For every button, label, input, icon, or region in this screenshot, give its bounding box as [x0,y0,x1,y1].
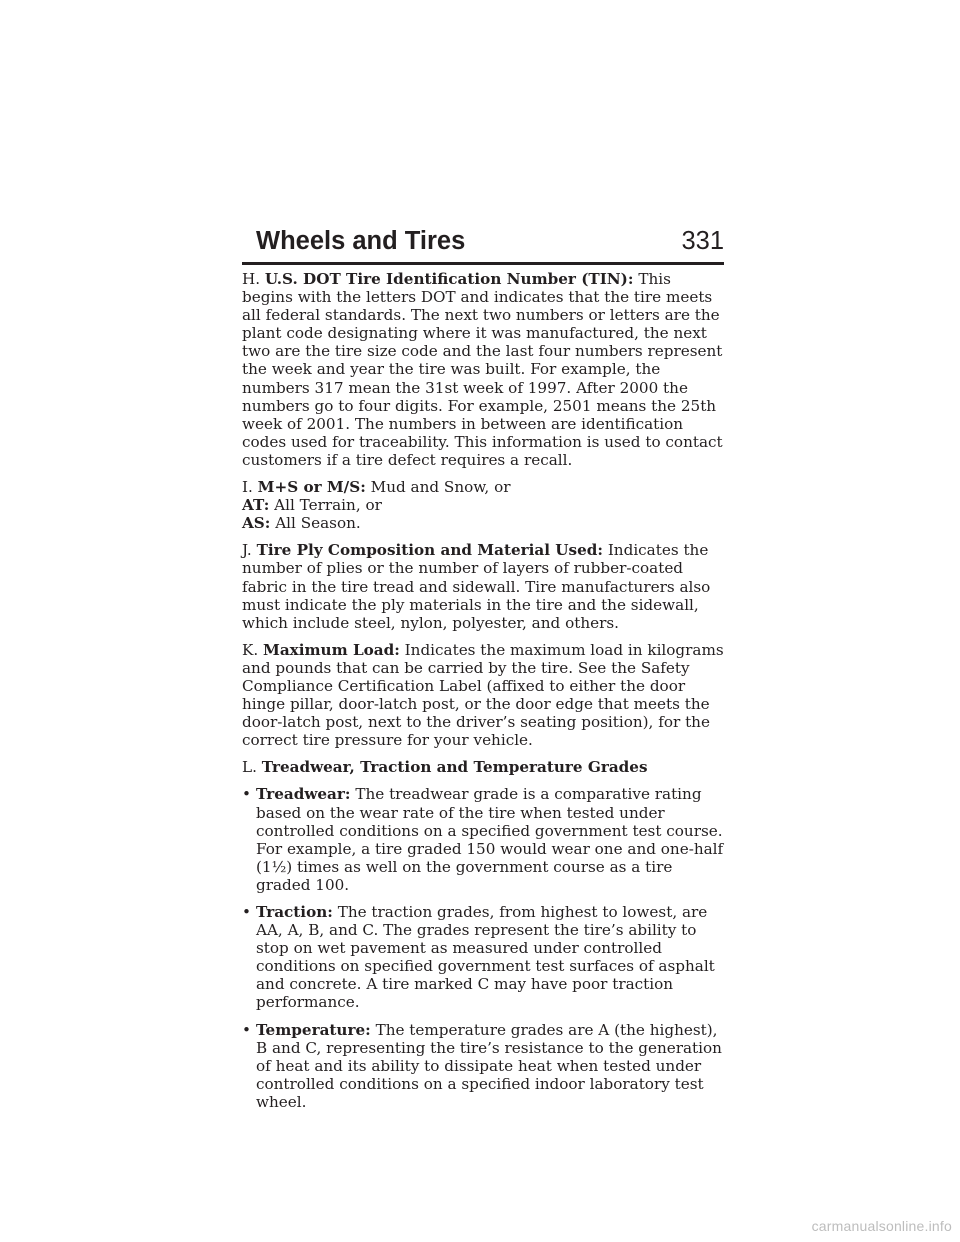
marker-i: I. [242,478,253,497]
term-tin: U.S. DOT Tire Identification Number (TIN): [264,270,634,288]
text-tin: This begins with the letters DOT and indicates that the tire meets all federal standards. The next two numbers or letters are the plant code designating where it was manufactured, the next two are the tire size code and the last four numbers represent the week and year the tire was built. For example, the numbers 317 mean the 31st week of 1997. After 2000 the numbers go to four digits. For example, 2501 means the 25th week of 2001. The numbers in between are identification codes used for traceability. This information is used to contact customers if a tire defect requires a recall. [242,270,723,469]
paragraph-i [242,478,724,496]
footer-watermark: carmanualsonline.info [811,1218,952,1234]
text-ms: Mud and Snow, or [370,478,511,497]
text-max-load: Indicates the maximum load in kilograms and pounds that can be carried by the tire. See the Safety Compliance Certification Label (affixed to either the door hinge pillar, door-latch post, or the door edge that meets the door-latch post, next to the driver’s seating position), for the correct tire pressure for your vehicle. [242,640,724,750]
text-traction: The traction grades, from highest to lowest, are AA, A, B, and C. The grades represent the tire’s ability to stop on wet pavement as measured under controlled conditions on specified government test surfaces of asphalt and concrete. A tire marked C may have poor traction performance. [256,903,715,1012]
term-grades: Treadwear, Traction and Temperature Grades [261,758,648,777]
bullet-item-treadwear [242,785,724,894]
section-title: Wheels and Tires [256,227,466,255]
page-number: 331 [681,227,724,255]
text-ply: Indicates the number of plies or the number of layers of rubber-coated fabric in the tire tread and sidewall. Tire manufacturers also must indicate the ply materials in the tire and the sidewall, which include steel, nylon, polyester, and others. [242,541,711,632]
term-ms: M+S or M/S: [257,478,366,497]
page-header [242,226,724,266]
bullet-item-traction [242,903,724,1012]
body-text [242,270,724,1120]
term-as: AS: [242,514,271,533]
paragraph-j [242,541,724,631]
bullet-icon: • [242,1020,251,1039]
marker-j: J. [242,541,252,560]
term-ply: Tire Ply Composition and Material Used: [256,541,603,560]
bullet-icon: • [242,785,251,804]
term-max-load: Maximum Load: [263,640,400,659]
marker-l: L. [242,758,257,777]
term-at: AT: [242,496,270,515]
paragraph-h [242,270,724,469]
term-temperature: Temperature: [256,1020,371,1039]
text-temperature: The temperature grades are A (the highest), B and C, representing the tire’s resistance to the generation of heat and its ability to dissipate heat when tested under controlled conditions on a specified indoor laboratory test wheel. [256,1020,722,1111]
bullet-item-temperature [242,1021,724,1111]
term-treadwear: Treadwear: [256,785,351,804]
marker-k: K. [242,640,259,659]
paragraph-at [242,496,724,514]
text-as: All Season. [275,514,361,533]
header-rule [242,262,724,265]
term-traction: Traction: [256,903,333,921]
text-treadwear: The treadwear grade is a comparative rating based on the wear rate of the tire when tested under controlled conditions on a specified government test course. For example, a tire graded 150 would wear one and one-half (1½) times as well on the government course as a tire graded 100. [256,785,724,894]
text-at: All Terrain, or [274,496,382,515]
paragraph-as [242,514,724,532]
paragraph-l [242,758,724,776]
marker-h: H. [242,270,261,288]
bullet-icon: • [242,903,251,921]
paragraph-k [242,641,724,750]
